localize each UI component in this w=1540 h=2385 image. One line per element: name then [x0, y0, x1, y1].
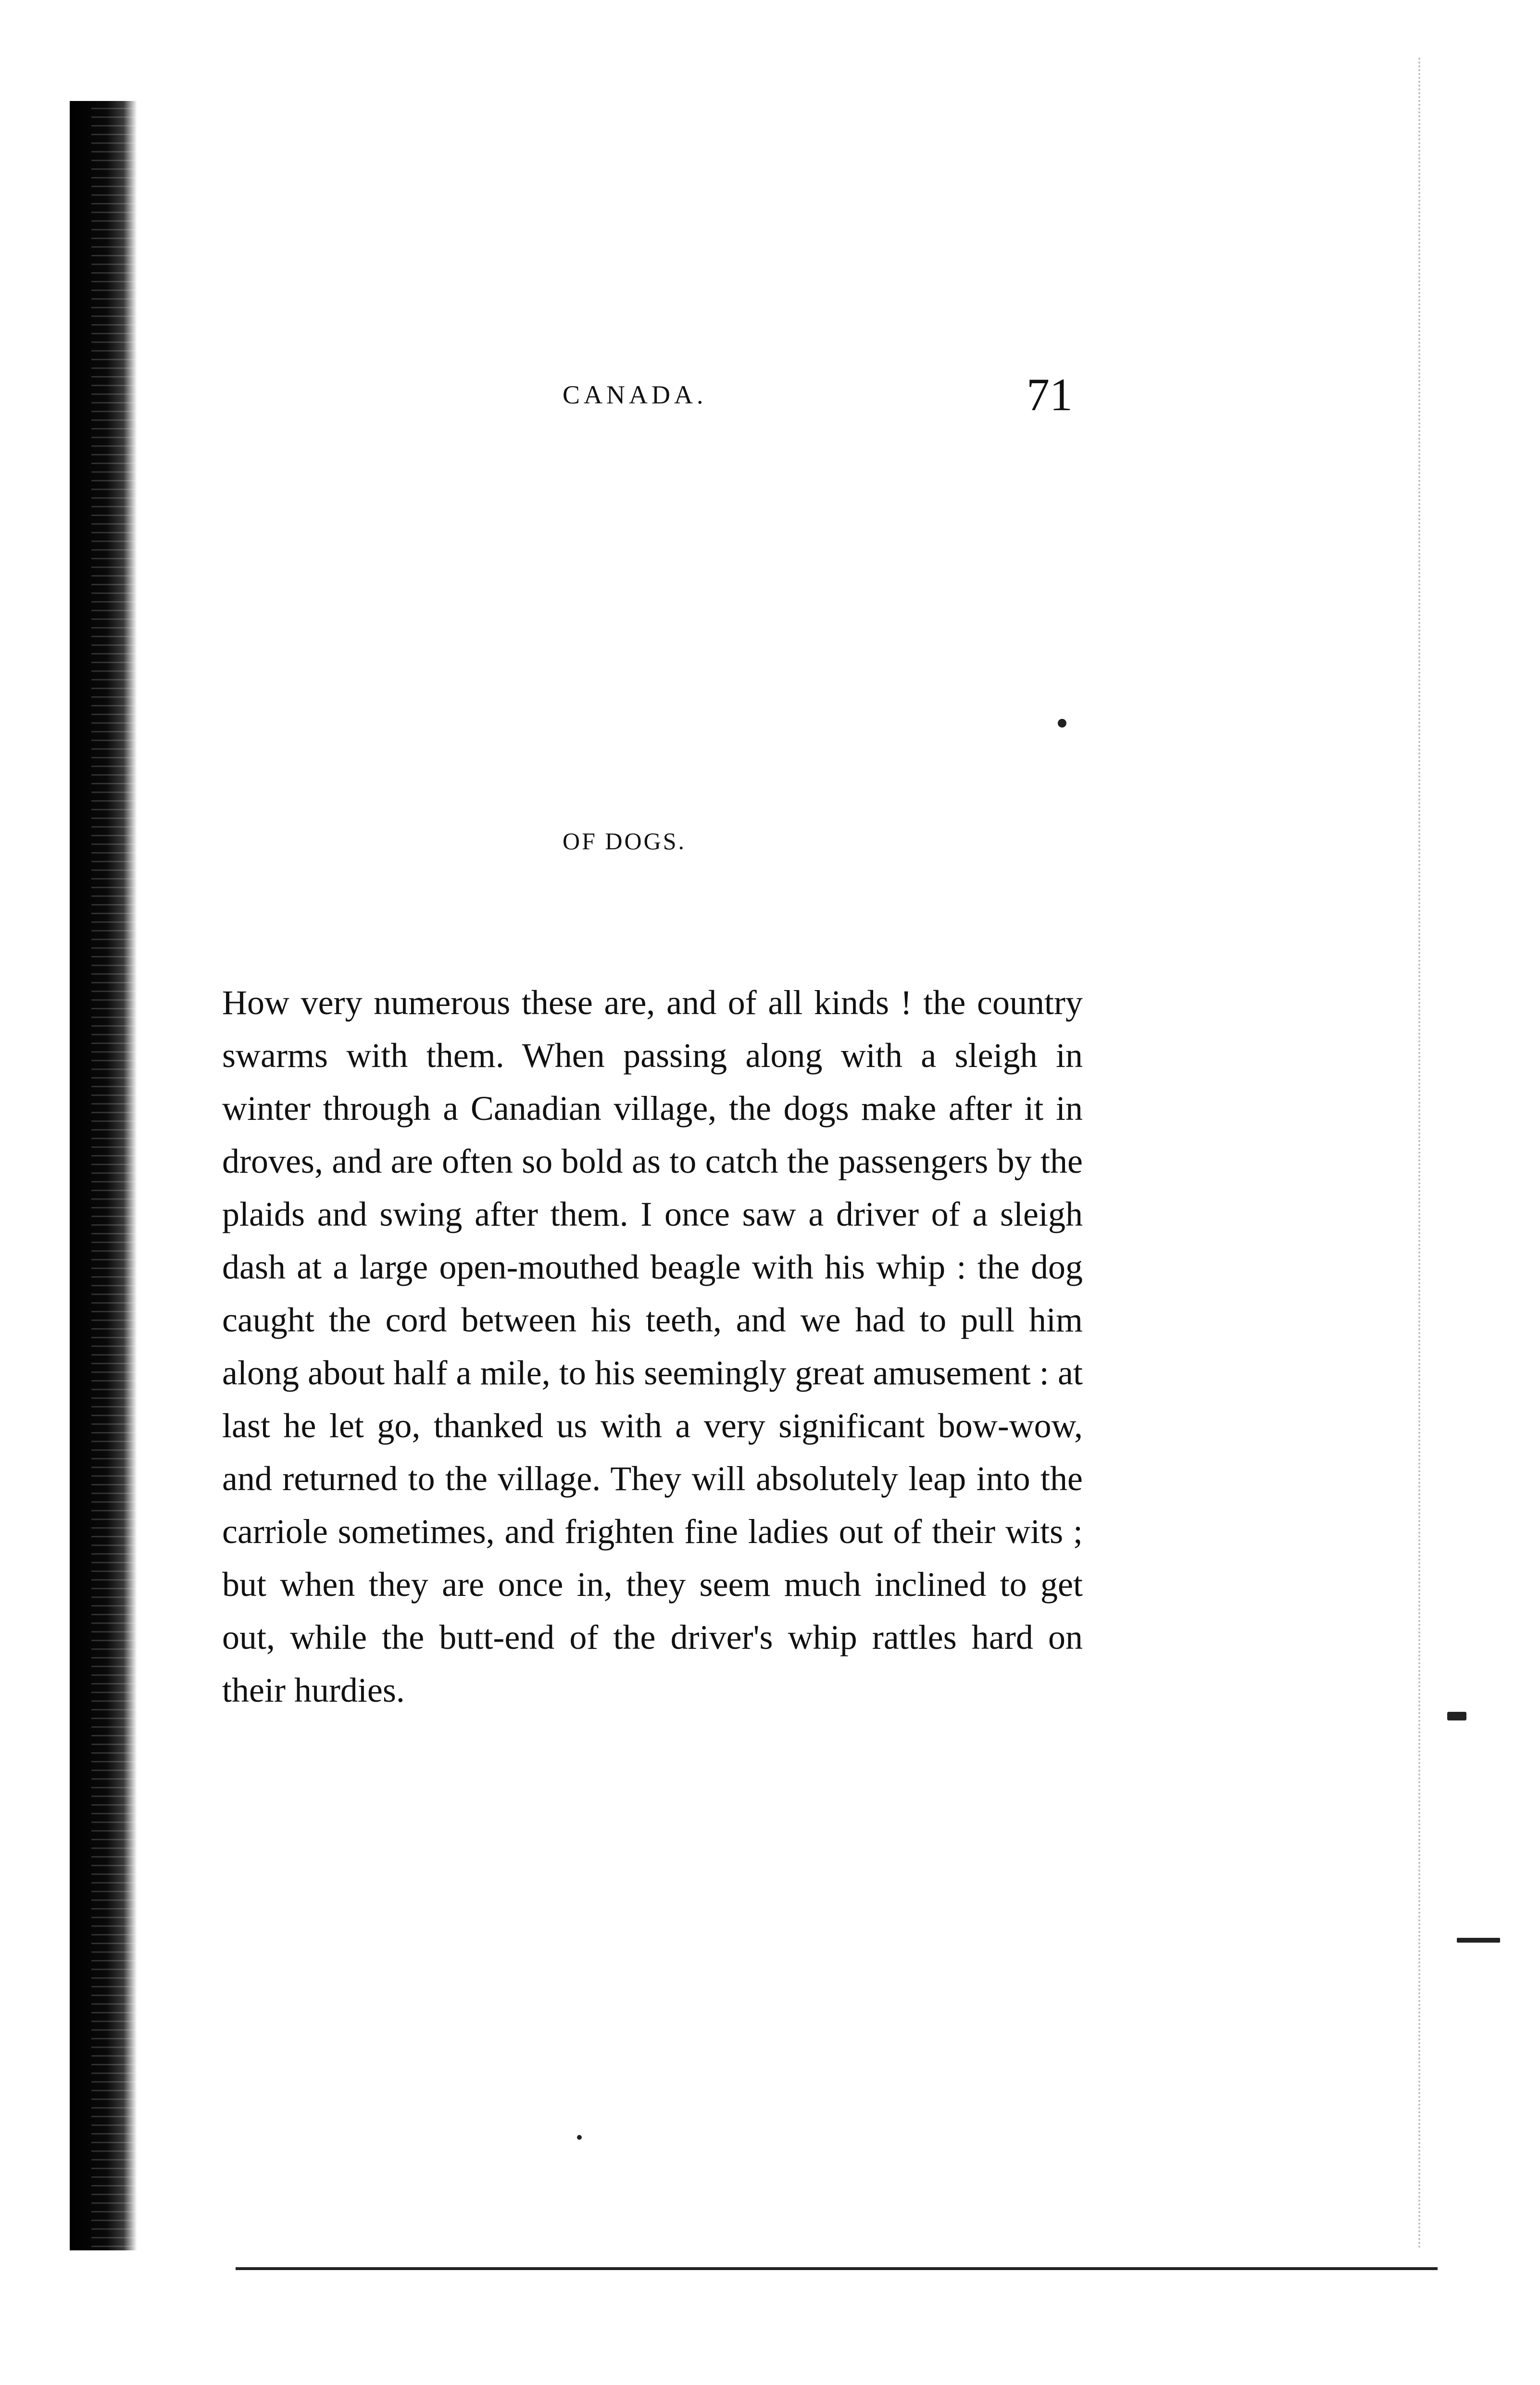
section-title: OF DOGS.: [563, 828, 687, 854]
scan-speck: [1457, 1938, 1500, 1943]
body-text: [222, 976, 1083, 1717]
paragraph: How very numerous these are, and of all kinds ! the country swarms with them. When passing along with a sleigh in winter through a Canadian village, the dogs make after it in droves, and are often so bold as to catch the passengers by the plaids and swing after them. I once saw a driver of a sleigh dash at a large open-mouthed beagle with his whip : the dog caught the cord between his teeth, and we had to pull him along about half a mile, to his seemingly great amusement : at last he let go, thanked us with a very significant bow-wow, and returned to the village. They will absolutely leap into the carriole sometimes, and frighten fine ladies out of their wits ; but when they are once in, they seem much inclined to get out, while the butt-end of the driver's whip rattles hard on their hurdies.: [222, 983, 1083, 1709]
scan-speck: [1447, 1712, 1466, 1720]
scan-speck: [1058, 719, 1066, 728]
page-edge-bottom: [236, 2267, 1438, 2270]
binding-texture: [91, 101, 139, 2250]
page-edge-right: [1418, 58, 1423, 2250]
running-head: CANADA.: [563, 380, 707, 409]
scan-speck: [577, 2135, 582, 2140]
page-number: 71: [1027, 369, 1073, 420]
